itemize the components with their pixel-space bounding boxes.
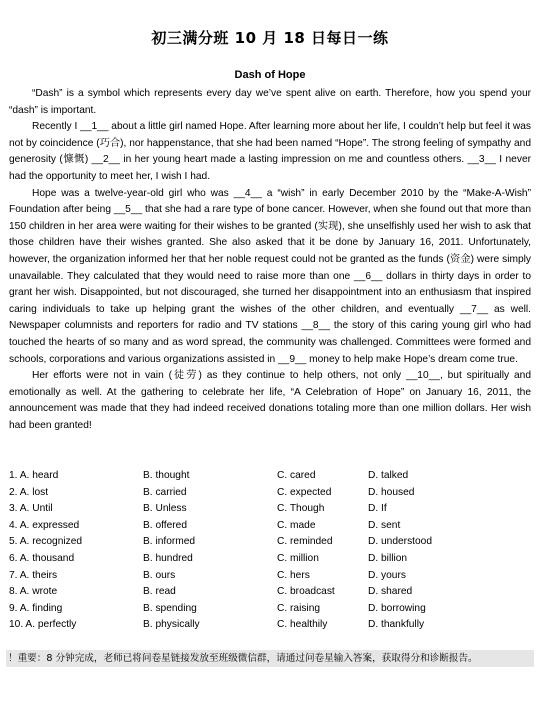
option-row <box>9 485 531 502</box>
option-b: B. informed <box>143 536 196 548</box>
important-notice: ！重要：8 分钟完成，老师已将问卷星链接发放至班级微信群，请通过问卷星输入答案，获取得分和诊断报告。 <box>6 650 534 667</box>
option-a: 6. A. thousand <box>9 552 75 564</box>
option-c: C. Though <box>277 503 325 515</box>
option-c: C. million <box>277 552 319 564</box>
option-c: C. hers <box>277 569 310 581</box>
option-c: C. healthily <box>277 619 328 631</box>
option-a: 7. A. theirs <box>9 569 58 581</box>
option-d: D. understood <box>368 536 432 548</box>
option-d: D. sent <box>368 519 401 531</box>
option-d: D. yours <box>368 569 406 581</box>
option-row <box>9 534 531 551</box>
option-a: 10. A. perfectly <box>9 619 77 631</box>
option-d: D. thankfully <box>368 619 425 631</box>
option-c: C. made <box>277 519 316 531</box>
option-row <box>9 551 531 568</box>
option-c: C. broadcast <box>277 586 335 598</box>
option-d: D. borrowing <box>368 602 426 614</box>
option-row <box>9 468 531 485</box>
option-d: D. billion <box>368 552 408 564</box>
option-d: D. shared <box>368 586 413 598</box>
option-b: B. ours <box>143 569 176 581</box>
option-row <box>9 601 531 618</box>
passage <box>9 86 531 434</box>
option-d: D. talked <box>368 470 409 481</box>
passage-paragraph: Hope was a twelve-year-old girl who was __4__ a “wish” in early December 2010 by the “Make-A-Wish” Foundation after being __5__ that she had a rare type of bone cancer. However, when she found out that more than 150 children in her area were waiting for their wishes to be granted (实现), she unselfishly used her wish to ask that those children have their wishes granted. She also asked that it be done by January 16, 2011. Unfortunately, however, the organization informed her that her noble request could not be granted as the funds (资金) were simply unavailable. They calculated that they would need to raise more than one __6__ dollars in thirty days in order to grant her wish. Disappointed, but not discouraged, she turned her disappointment into an enthusiasm that inspired caring individuals to take up helping grant the wishes of the other children, and eventually __7__ as well. Newspaper columnists and reporters for radio and TV stations __8__ the story of this caring young girl who had touched the hearts of so many and as word spread, the community was challenged. Committees were formed and schools, corporations and various organizations assisted in __9__ money to help make Hope’s dream come true. <box>9 187 531 365</box>
option-b: B. spending <box>143 602 197 614</box>
option-row <box>9 568 531 585</box>
option-a: 1. A. heard <box>9 470 59 481</box>
option-row <box>9 584 531 601</box>
option-b: B. read <box>143 586 176 598</box>
option-b: B. Unless <box>143 503 187 515</box>
option-row <box>9 501 531 518</box>
option-a: 4. A. expressed <box>9 519 80 531</box>
option-c: C. raising <box>277 602 321 614</box>
option-d: D. housed <box>368 486 415 498</box>
answer-options <box>9 468 531 634</box>
option-a: 8. A. wrote <box>9 586 58 598</box>
passage-paragraph: “Dash” is a symbol which represents every day we’ve spent alive on earth. Therefore, how you spend your “dash” is important. <box>9 88 531 116</box>
option-a: 3. A. Until <box>9 503 53 515</box>
option-b: B. offered <box>143 519 187 531</box>
option-row <box>9 518 531 535</box>
option-a: 9. A. finding <box>9 602 63 614</box>
option-a: 2. A. lost <box>9 486 49 498</box>
option-c: C. expected <box>277 486 332 498</box>
option-b: B. physically <box>143 619 200 631</box>
page-title: 初三满分班 10 月 18 日每日一练 <box>151 29 389 47</box>
option-a: 5. A. recognized <box>9 536 83 548</box>
passage-title: Dash of Hope <box>234 69 306 81</box>
option-b: B. thought <box>143 470 190 481</box>
option-b: B. carried <box>143 486 187 498</box>
option-c: C. cared <box>277 470 316 481</box>
option-c: C. reminded <box>277 536 333 548</box>
option-row <box>9 617 531 634</box>
passage-paragraph: Recently I __1__ about a little girl named Hope. After learning more about her life, I couldn’t help but feel it was not by coincidence (巧合), nor happenstance, that she had been named “Hope”. The strong feeling of sympathy and generosity (慷慨) __2__ in her young heart made a lasting impression on me and countless others. __3__ I never had the opportunity to meet her, I wish I had. <box>9 121 531 182</box>
option-d: D. If <box>368 503 387 515</box>
option-b: B. hundred <box>143 552 193 564</box>
passage-paragraph: Her efforts were not in vain (徒劳) as they continue to help others, not only __10__, but spiritually and emotionally as well. At the gathering to celebrate her life, “A Celebration of Hope” on January 16, 2011, the announcement was made that they had indeed received donations totaling more than one million dollars. Her wish had been granted! <box>9 370 531 431</box>
